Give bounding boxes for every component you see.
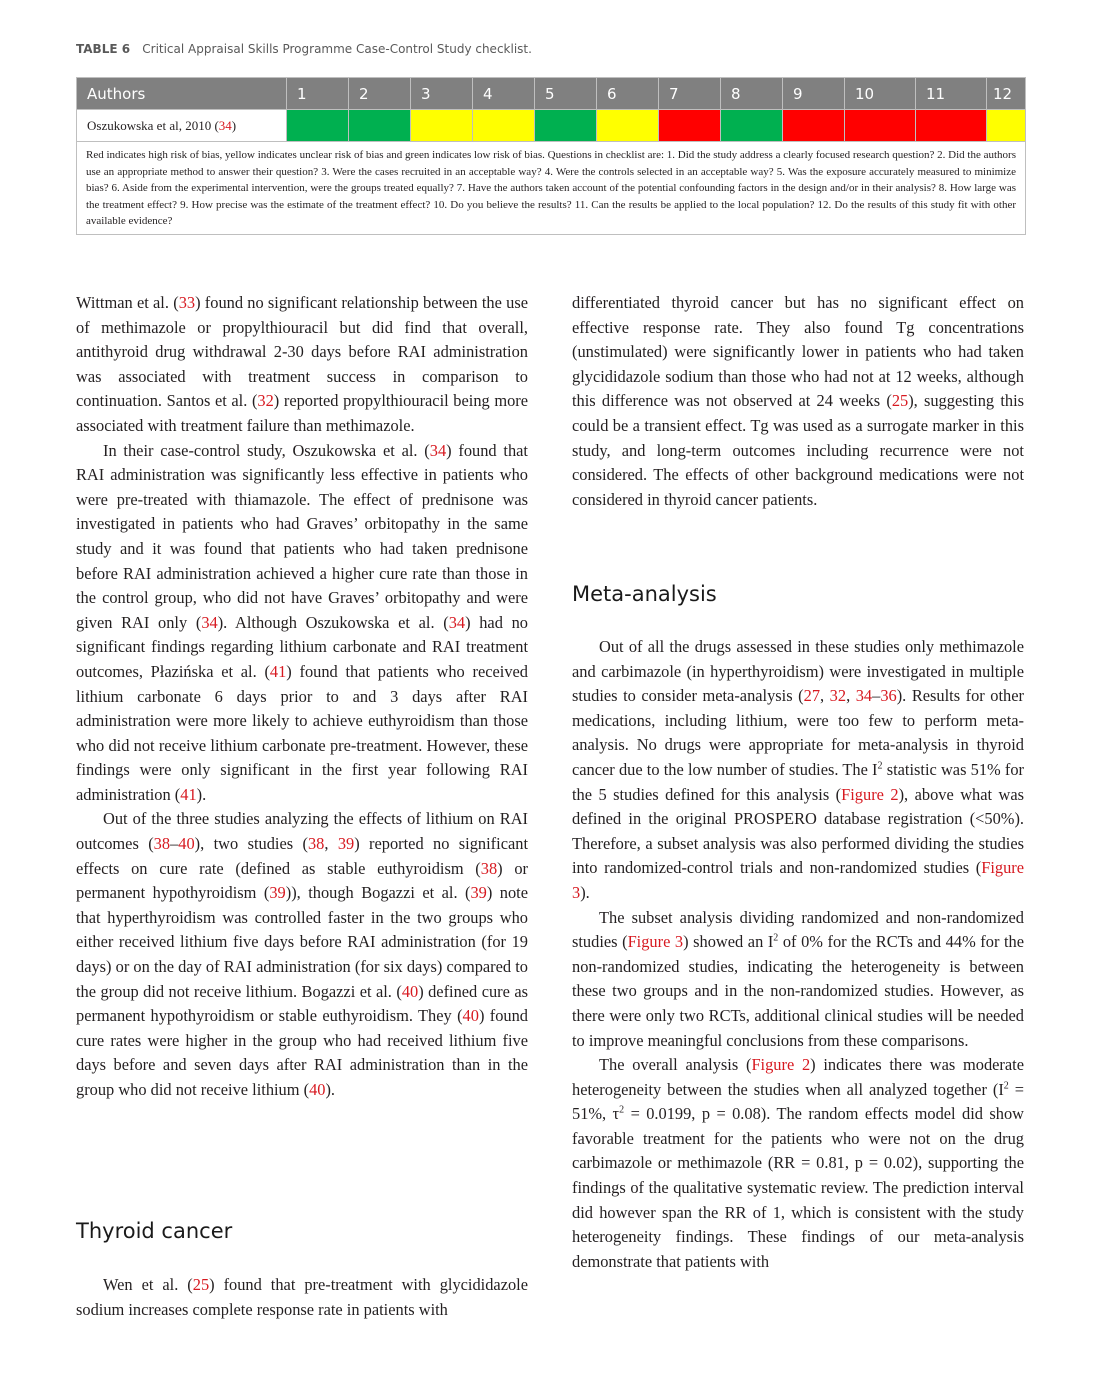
reference-link[interactable]: 40 [178,834,195,854]
table-row [77,110,1026,142]
superscript: 2 [1003,1080,1009,1092]
section-heading-meta-analysis: Meta-analysis [572,582,717,606]
figure-link[interactable]: Figure 3 [627,932,684,952]
section-heading-thyroid-cancer: Thyroid cancer [76,1219,233,1243]
header-q1: 1 [287,78,349,110]
reference-link[interactable]: 32 [257,391,274,411]
figure-link[interactable]: Figure 2 [751,1055,811,1075]
rating-cell-q2 [349,110,411,142]
rating-cell-q6 [597,110,659,142]
table-header-row [77,78,1026,110]
header-q3: 3 [411,78,473,110]
table-footnote: Red indicates high risk of bias, yellow indicates unclear risk of bias and green indicates low risk of bias. Questions in checklist are: 1. Did the study address a clearly focused research question? 2. Did the authors use an appropriate method to answer their question? 3. Were the cases recruited in an acceptable way? 4. Were the controls selected in an acceptable way? 5. Was the exposure accurately measured to minimize bias? 6. Aside from the experimental intervention, were the groups treated equally? 7. Have the authors taken account of the potential confounding factors in the design and/or in their analysis? 8. How large was the treatment effect? 9. How precise was the estimate of the treatment effect? 10. Do you believe the results? 11. Can the results be applied to the local population? 12. Do the results of this study fit with other available evidence? [77,142,1026,235]
table-label: TABLE 6 [76,42,131,56]
reference-link[interactable]: 40 [401,981,419,1001]
rating-cell-q7 [659,110,721,142]
reference-link[interactable]: 34 [448,612,466,632]
header-q9: 9 [783,78,845,110]
reference-link[interactable]: 38 [153,834,171,854]
author-cell: Oszukowska et al, 2010 (34) [77,110,287,142]
reference-link[interactable]: 25 [192,1275,210,1294]
reference-link[interactable]: 38 [480,858,498,878]
reference-link[interactable]: 25 [891,391,909,411]
reference-link[interactable]: 39 [269,883,286,903]
reference-link[interactable]: 34 [855,686,873,706]
table-footnote-row [77,142,1026,235]
right-column-top [572,291,1024,512]
header-q5: 5 [535,78,597,110]
paragraph: Out of the three studies analyzing the effects of lithium on RAI outcomes (38–40), two studies (38, 39) reported no significant effects on cure rate (defined as stable euthyroidism (38) or permanent hypothyroidism (39)), though Bogazzi et al. (39) note that hyperthyroidism was controlled faster in the two groups who either received lithium five days before RAI administration (for 19 days) or on the day of RAI administration (for six days) compared to the group did not receive lithium. Bogazzi et al. (40) defined cure as permanent hypothyroidism or stable euthyroidism. They (40) found cure rates were higher in the group who had received lithium five days before and seven days after RAI administration than in the group who did not receive lithium (40). [76,809,529,1099]
reference-link[interactable]: 38 [307,834,325,854]
header-q2: 2 [349,78,411,110]
paragraph: Out of all the drugs assessed in these studies only methimazole and carbimazole (in hyperthyroidism) were investigated in multiple studies to consider meta-analysis (27, 32, 34–36). Results for other medications, including lithium, were too few to perform meta-analysis. No drugs were appropriate for meta-analysis in thyroid cancer due to the low number of studies. The $I^2$ statistic was 51% for the 5 studies defined for this analysis (Figure 2), above what was defined in the original PROSPERO database registration (<50%). Therefore, a subset analysis was also performed dividing the studies into randomized-control trials and non-randomized studies (Figure 3). [572,637,1024,902]
figure-link[interactable]: Figure 2 [841,784,899,804]
rating-cell-q10 [845,110,916,142]
left-column [76,291,528,1103]
rating-cell-q12 [987,110,1026,142]
rating-cell-q4 [473,110,535,142]
header-q8: 8 [721,78,783,110]
rating-cell-q1 [287,110,349,142]
superscript: 2 [773,932,779,944]
header-q6: 6 [597,78,659,110]
reference-link[interactable]: 36 [880,686,897,706]
paragraph: Wen et al. (25) found that pre-treatment with glycididazole sodium increases complete response rate in patients with [76,1275,528,1319]
rating-cell-q5 [535,110,597,142]
paragraph: The overall analysis (Figure 2) indicates there was moderate heterogeneity between the studies when all analyzed together ($I^2 = 51\%$, $\tau^2 = 0.0199$, p = 0.08). The random effects model did show favorable treatment for the patients who were not on the drug carbimazole or methimazole (RR = 0.81, p = 0.02), supporting the findings of the qualitative systematic review. The prediction interval did however span the RR of 1, which is consistent with the study heterogeneity findings. These findings of our meta-analysis demonstrate that patients with [572,1055,1025,1271]
reference-link[interactable]: 41 [269,661,287,681]
reference-link[interactable]: 39 [470,883,487,903]
rating-cell-q11 [916,110,987,142]
rating-cell-q3 [411,110,473,142]
header-q4: 4 [473,78,535,110]
header-q10: 10 [845,78,916,110]
header-q7: 7 [659,78,721,110]
superscript: 2 [877,760,883,772]
paragraph: The subset analysis dividing randomized and non-randomized studies (Figure 3) showed an $I^2$ of 0% for the RCTs and 44% for the non-randomized studies, indicating the heterogeneity is between these two groups and in the non-randomized studies. However, as there were only two RCTs, additional clinical studies will be needed to improve meaningful conclusions from these comparisons. [572,907,1024,1050]
table-caption [76,42,532,56]
header-q11: 11 [916,78,987,110]
superscript: 2 [619,1104,625,1116]
reference-link[interactable]: 34 [201,612,218,632]
rating-cell-q9 [783,110,845,142]
right-column [572,635,1024,1274]
rating-cell-q8 [721,110,783,142]
reference-link[interactable]: 41 [180,784,197,804]
reference-link[interactable]: 34 [429,440,447,460]
paragraph: differentiated thyroid cancer but has no significant effect on effective response rate. They also found Tg concentrations (unstimulated) were significantly lower in patients who had taken glycididazole sodium than those who had not at 12 weeks, although this difference was not observed at 24 weeks (25), suggesting this could be a transient effect. Tg was used as a surrogate marker in this study, and long-term outcomes including recurrence were not considered. The effects of other background medications were not considered in thyroid cancer patients. [572,293,1024,509]
left-column-bottom [76,1273,528,1322]
reference-link[interactable]: 32 [829,686,847,706]
checklist-table [76,77,1026,235]
paragraph: Wittman et al. (33) found no significant relationship between the use of methimazole or propylthiouracil but did find that overall, antithyroid drug withdrawal 2-30 days before RAI administration was associated with treatment success in comparison to continuation. Santos et al. (32) reported propylthiouracil being more associated with treatment failure than methimazole. [76,293,529,435]
reference-link[interactable]: 27 [803,686,821,706]
header-q12: 12 [987,78,1026,110]
paragraph: In their case-control study, Oszukowska et al. (34) found that RAI administration was significantly less effective in patients who were pre-treated with thiamazole. The effect of prednisone was investigated in patients who had Graves’ orbitopathy in the same study and it was found that patients who had taken prednisone before RAI administration achieved a higher cure rate than those in the control group, who did not have Graves’ orbitopathy and were given RAI only (34). Although Oszukowska et al. (34) had no significant findings regarding lithium carbonate and RAI treatment outcomes, Płazińska et al. (41) found that patients who received lithium carbonate 6 days prior to and 3 days after RAI administration were more likely to achieve euthyroidism than those who did not receive lithium carbonate pre-treatment. However, these findings were only significant in the first year following RAI administration (41). [76,440,528,804]
reference-link[interactable]: 40 [462,1006,479,1026]
reference-link[interactable]: 39 [337,834,355,854]
reference-link[interactable]: 33 [178,293,196,312]
table-title: Critical Appraisal Skills Programme Case-Control Study checklist. [142,42,532,56]
figure-link[interactable]: Figure 3 [572,858,1024,902]
reference-link[interactable]: 34 [218,117,232,133]
header-authors: Authors [77,78,287,110]
reference-link[interactable]: 40 [309,1080,326,1099]
